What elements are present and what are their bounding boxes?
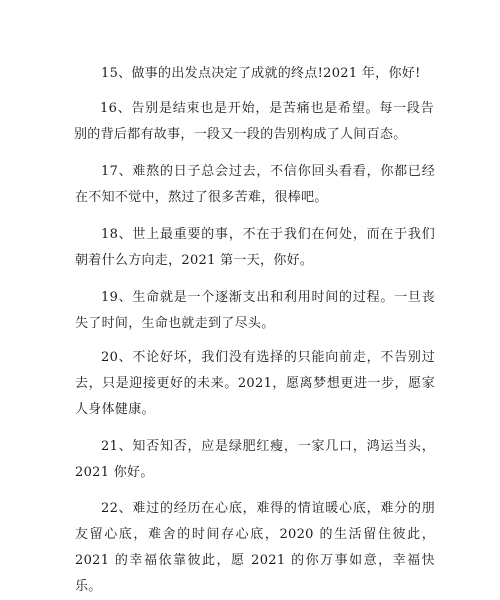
paragraph-17: 17、难熬的日子总会过去，不信你回头看看，你都已经在不知不觉中，熬过了很多苦难，很棒吧。 <box>75 164 435 205</box>
paragraph-18: 18、世上最重要的事，不在于我们在何处，而在于我们朝着什么方向走，2021 第一天，你好。 <box>75 227 435 268</box>
paragraph-16: 16、告别是结束也是开始，是苦痛也是希望。每一段告别的背后都有故事，一段又一段的告别构成了人间百态。 <box>74 101 434 142</box>
paragraph-20: 20、不论好坏，我们没有选择的只能向前走，不告别过去，只是迎接更好的未来。2021，愿离梦想更进一步，愿家人身体健康。 <box>75 350 435 417</box>
paragraph-15: 15、做事的出发点决定了成就的终点!2021 年，你好! <box>101 66 421 81</box>
paragraph-21: 21、知否知否，应是绿肥红瘦，一家几口，鸿运当头，2021 你好。 <box>75 439 435 480</box>
paragraph-22: 22、难过的经历在心底，难得的情谊暖心底，难分的朋友留心底，难舍的时间存心底，2020 的生活留住彼此，2021 的幸福依靠彼此，愿 2021 的你万事如意，幸福快乐。 <box>75 501 435 594</box>
paragraph-19: 19、生命就是一个逐渐支出和利用时间的过程。一旦丧失了时间，生命也就走到了尽头。 <box>75 290 435 331</box>
